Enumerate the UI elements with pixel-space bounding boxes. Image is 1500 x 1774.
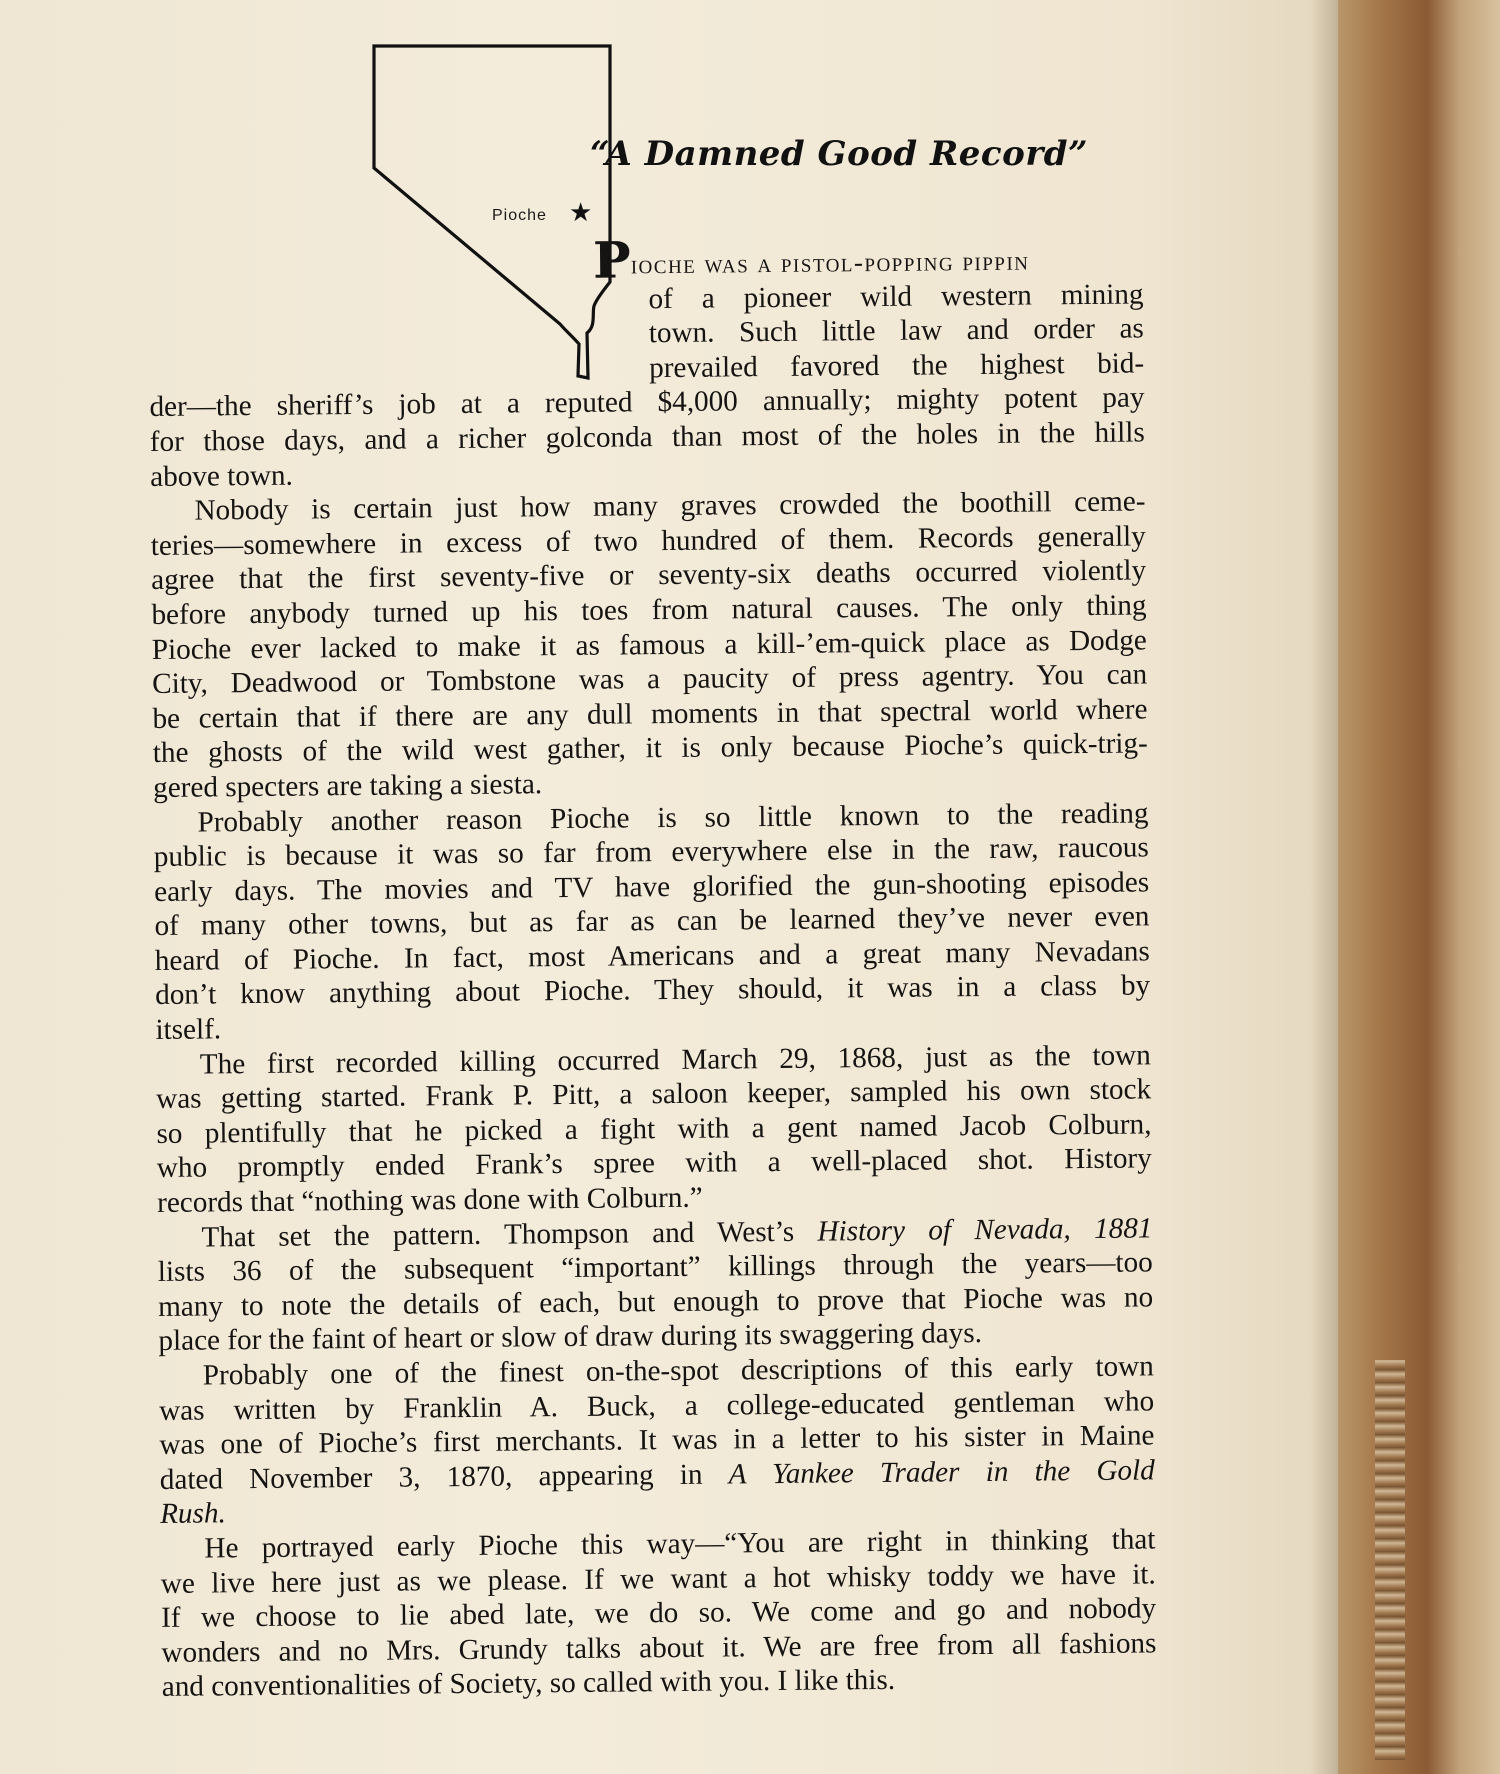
opening-smallcaps: ioche was a pistol-popping pippin <box>630 245 1030 280</box>
paragraph-reading-public <box>153 796 1150 1048</box>
text-line: be certain that if there are any dull moments in that spectral world where <box>152 693 1148 735</box>
opening-indented-lines <box>648 277 1144 386</box>
book-title-history-of-nevada: History of Nevada, 1881 <box>817 1212 1153 1248</box>
text-line: prevailed favored the highest bid- <box>649 347 1145 384</box>
text-line: der—the sheriff’s job at a reputed $4,000 annually; mighty potent pay <box>149 381 1145 424</box>
text-line: and conventionalities of Society, so called with you. I like this. <box>161 1664 896 1704</box>
text-line: was written by Franklin A. Buck, a college-educated gentleman who <box>158 1384 1155 1427</box>
text-line: before anybody turned up his toes from natural causes. The only thing <box>151 589 1147 631</box>
opening-paragraph <box>148 230 1145 494</box>
spine-worn-edge <box>1375 1360 1405 1760</box>
text-line: town. Such little law and order as <box>648 312 1144 350</box>
paragraph-franklin-buck <box>159 1349 1156 1532</box>
text-line: lists 36 of the subsequent “important” killings through the years—too <box>157 1246 1153 1289</box>
text-line: for those days, and a richer golconda than most of the holes in the hills <box>149 416 1145 458</box>
text-line: early days. The movies and TV have glorified the gun-shooting episodes <box>154 866 1150 908</box>
text-line: so plentifully that he picked a fight with a gent named Jacob Colburn, <box>156 1108 1152 1150</box>
text-run: That set the pattern. Thompson and West’s <box>201 1215 818 1254</box>
chapter-title: “A Damned Good Record” <box>590 134 1089 174</box>
text-line: He portrayed early Pioche this way—“You are right in thinking that <box>204 1523 1156 1565</box>
text-line: of a pioneer wild western mining <box>648 278 1144 315</box>
text-line: was one of Pioche’s first merchants. It was in a letter to his sister in Maine <box>159 1419 1155 1462</box>
text-line: Probably one of the finest on-the-spot descriptions of this early town <box>202 1350 1154 1392</box>
paragraph-first-killing <box>156 1038 1153 1221</box>
text-line: agree that the first seventy-five or seventy-six deaths occurred violently <box>151 554 1147 597</box>
text-line: heard of Pioche. In fact, most Americans and a great many Nevadans <box>154 935 1150 977</box>
text-line: above town. <box>150 459 293 493</box>
page-gutter-shadow <box>1310 0 1338 1774</box>
text-line: records that “nothing was done with Colburn.” <box>156 1181 703 1219</box>
text-line: City, Deadwood or Tombstone was a paucity of press agentry. You can <box>152 658 1148 701</box>
text-line: we live here just as we please. If we want a hot whisky toddy we have it. <box>160 1557 1156 1600</box>
text-line: many to note the details of each, but enough to prove that Pioche was no <box>157 1281 1154 1323</box>
book-title-yankee-trader-end: Rush. <box>159 1497 226 1531</box>
text-line: teries—somewhere in excess of two hundred of them. Records generally <box>150 520 1146 562</box>
text-run: dated November 3, 1870, appearing in <box>159 1458 729 1496</box>
drop-cap: P <box>592 230 632 290</box>
text-line: If we choose to lie abed late, we do so. We come and go and nobody <box>160 1592 1157 1635</box>
text-line: itself. <box>155 1013 222 1047</box>
text-line: don’t know anything about Pioche. They should, it was in a class by <box>155 969 1151 1012</box>
text-line: who promptly ended Frank’s spree with a well-placed shot. History <box>156 1142 1152 1185</box>
text-line: place for the faint of heart or slow of draw during its swaggering days. <box>158 1317 983 1358</box>
text-line: Pioche ever lacked to make it as famous a kill-’em-quick place as Dodge <box>151 623 1147 666</box>
book-spine <box>1338 0 1500 1774</box>
book-title-yankee-trader: A Yankee Trader in the Gold <box>728 1454 1155 1491</box>
paragraph-quote <box>160 1522 1157 1705</box>
paragraph-pattern <box>157 1211 1153 1359</box>
text-line: Nobody is certain just how many graves crowded the boothill ceme- <box>194 485 1146 527</box>
text-line: The first recorded killing occurred March 29, 1868, just as the town <box>199 1039 1151 1081</box>
text-line: the ghosts of the wild west gather, it is only because Pioche’s quick-trig- <box>152 727 1148 770</box>
text-line: was getting started. Frank P. Pitt, a saloon keeper, sampled his own stock <box>155 1073 1152 1116</box>
text-line: Probably another reason Pioche is so little known to the reading <box>197 796 1149 839</box>
text-line: of many other towns, but as far as can be learned they’ve never even <box>154 900 1150 943</box>
text-line: wonders and no Mrs. Grundy talks about it. We are free from all fashions <box>161 1627 1157 1669</box>
map-label-pioche: Pioche <box>492 207 547 224</box>
paragraph-graves <box>150 485 1148 806</box>
body-text <box>148 230 1157 1704</box>
text-line: public is because it was so far from everywhere else in the raw, raucous <box>153 831 1149 874</box>
text-line: gered specters are taking a siesta. <box>153 768 543 804</box>
star-icon: ★ <box>569 198 593 227</box>
